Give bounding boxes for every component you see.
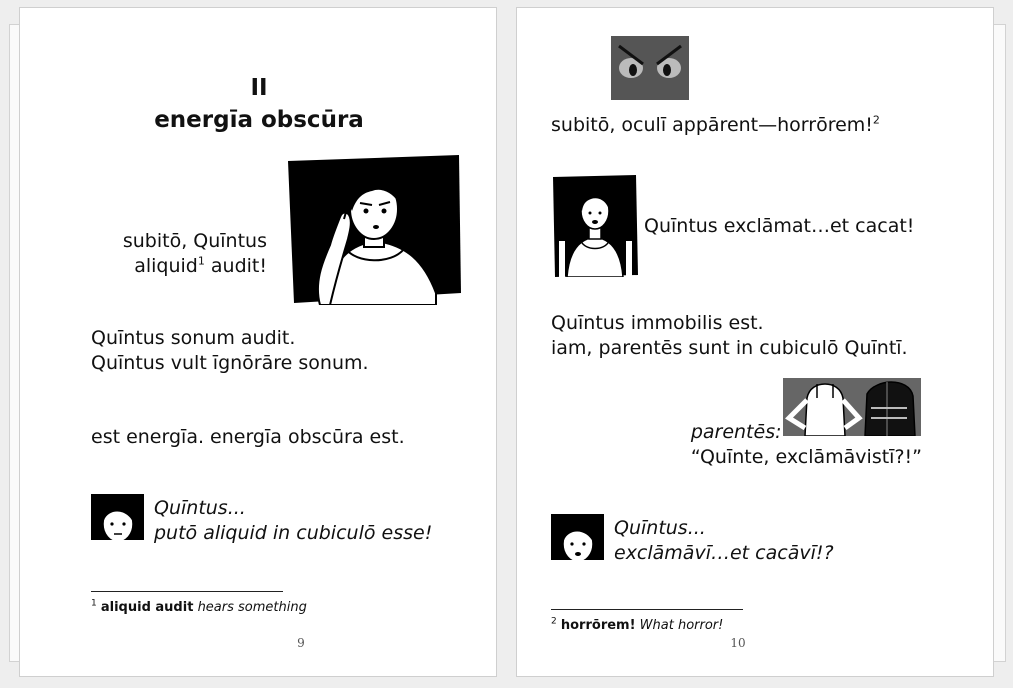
paragraph-line: Quīntus immobilis est.: [551, 312, 764, 334]
paragraph-line: iam, parentēs sunt in cubiculō Quīntī.: [551, 337, 908, 359]
page-9: [19, 7, 497, 677]
parents-quote: “Quīnte, exclāmāvistī?!”: [690, 446, 922, 468]
chapter-title: energīa obscūra: [154, 107, 364, 133]
paragraph-line: Quīntus vult īgnōrāre sonum.: [91, 352, 369, 374]
line-exclamat: Quīntus exclāmat…et cacat!: [644, 215, 915, 237]
page-number: 9: [297, 636, 305, 650]
parents-speaker: parentēs:: [690, 421, 782, 443]
page-number: 10: [730, 636, 746, 650]
illustration-boy-scared: [553, 175, 638, 277]
footnote-divider: [551, 609, 743, 610]
quintus-face-drawing: [91, 494, 144, 540]
paragraph-immobilis: [551, 311, 908, 361]
line-oculi: [551, 113, 880, 138]
footnote-1: [91, 600, 307, 616]
paragraph-sonum: [91, 326, 369, 376]
boy-scared-drawing: [553, 175, 638, 277]
parents-dialogue: [691, 420, 922, 470]
footnote-number: 1: [91, 598, 97, 609]
footnote-gloss: What horror!: [639, 618, 724, 633]
illustration-quintus-face: [91, 494, 144, 540]
thought-text: exclāmāvī…et cacāvī!?: [614, 542, 834, 564]
boy-listening-drawing: [286, 153, 461, 305]
footnote-divider: [91, 591, 283, 592]
glowing-eyes-drawing: [611, 36, 689, 100]
quintus-face-drawing-2: [551, 514, 604, 560]
caption-line-1: subitō, Quīntus: [122, 230, 267, 252]
caption-subito: [123, 229, 267, 279]
chapter-number: II: [250, 75, 268, 101]
thought-speaker: Quīntus...: [154, 497, 246, 519]
caption-line-2: aliquid$^1$ audit!: [134, 254, 267, 277]
line-oculi-text: subitō, oculī appārent—horrōrem!: [551, 114, 873, 136]
thought-quintus-2: [614, 516, 834, 566]
thought-speaker: Quīntus...: [614, 517, 706, 539]
page-10: [516, 7, 994, 677]
thought-text: putō aliquid in cubiculō esse!: [154, 522, 433, 544]
footnote-ref-2: 2: [872, 113, 880, 127]
footnote-term: aliquid audit: [100, 600, 194, 615]
thought-quintus: [154, 496, 432, 546]
illustration-glowing-eyes: [611, 36, 689, 100]
footnote-2: [551, 618, 723, 634]
paragraph-energia: est energīa. energīa obscūra est.: [91, 426, 405, 448]
footnote-ref-1: 1: [197, 254, 205, 268]
illustration-quintus-face-2: [551, 514, 604, 560]
footnote-number: 2: [551, 616, 557, 627]
chapter-heading: [20, 72, 498, 136]
footnote-gloss: hears something: [197, 600, 307, 615]
illustration-boy-listening: [286, 153, 461, 305]
paragraph-line: Quīntus sonum audit.: [91, 327, 296, 349]
footnote-term: horrōrem!: [560, 618, 636, 633]
